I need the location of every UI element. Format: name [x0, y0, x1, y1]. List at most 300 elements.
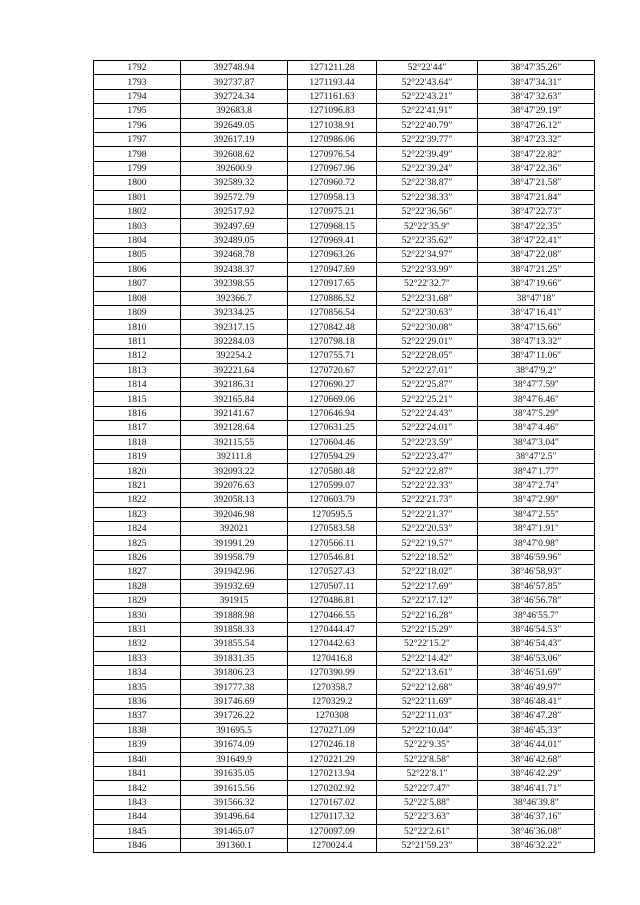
longitude-cell: 38°47′15.66″	[478, 320, 595, 334]
table-row	[94, 795, 595, 809]
table-row	[94, 219, 595, 233]
point-number-cell: 1810	[94, 320, 181, 334]
longitude-cell: 38°47′26.12″	[478, 118, 595, 132]
table-row	[94, 522, 595, 536]
point-number-cell: 1840	[94, 752, 181, 766]
y-coordinate-cell: 1270856.54	[288, 305, 377, 319]
table-row	[94, 493, 595, 507]
x-coordinate-cell: 392517.92	[181, 205, 288, 219]
longitude-cell: 38°47′9.2″	[478, 363, 595, 377]
point-number-cell: 1843	[94, 795, 181, 809]
y-coordinate-cell: 1270246.18	[288, 738, 377, 752]
point-number-cell: 1828	[94, 579, 181, 593]
longitude-cell: 38°46′54.43″	[478, 637, 595, 651]
longitude-cell: 38°46′45.33″	[478, 723, 595, 737]
x-coordinate-cell: 392398.55	[181, 277, 288, 291]
y-coordinate-cell: 1271193.44	[288, 75, 377, 89]
latitude-cell: 52°22′19.57″	[377, 536, 478, 550]
y-coordinate-cell: 1270097.09	[288, 824, 377, 838]
x-coordinate-cell: 391635.05	[181, 766, 288, 780]
table-row	[94, 233, 595, 247]
x-coordinate-cell: 392165.84	[181, 392, 288, 406]
table-row	[94, 608, 595, 622]
y-coordinate-cell: 1270527.43	[288, 565, 377, 579]
longitude-cell: 38°46′56.78″	[478, 594, 595, 608]
point-number-cell: 1792	[94, 61, 181, 75]
longitude-cell: 38°47′21.84″	[478, 190, 595, 204]
y-coordinate-cell: 1270976.54	[288, 147, 377, 161]
table-row	[94, 594, 595, 608]
point-number-cell: 1830	[94, 608, 181, 622]
y-coordinate-cell: 1270604.46	[288, 435, 377, 449]
longitude-cell: 38°46′36.08″	[478, 824, 595, 838]
longitude-cell: 38°47′22.08″	[478, 248, 595, 262]
table-row	[94, 579, 595, 593]
latitude-cell: 52°22′16.28″	[377, 608, 478, 622]
table-row	[94, 277, 595, 291]
point-number-cell: 1844	[94, 810, 181, 824]
latitude-cell: 52°22′39.77″	[377, 133, 478, 147]
y-coordinate-cell: 1270969.41	[288, 233, 377, 247]
x-coordinate-cell: 392608.62	[181, 147, 288, 161]
table-row	[94, 377, 595, 391]
y-coordinate-cell: 1270631.25	[288, 421, 377, 435]
longitude-cell: 38°46′51.69″	[478, 666, 595, 680]
point-number-cell: 1800	[94, 176, 181, 190]
table-row	[94, 205, 595, 219]
x-coordinate-cell: 391465.07	[181, 824, 288, 838]
y-coordinate-cell: 1270486.81	[288, 594, 377, 608]
x-coordinate-cell: 391746.69	[181, 694, 288, 708]
point-number-cell: 1824	[94, 522, 181, 536]
table-row	[94, 694, 595, 708]
point-number-cell: 1808	[94, 291, 181, 305]
y-coordinate-cell: 1270720.67	[288, 363, 377, 377]
table-row	[94, 507, 595, 521]
longitude-cell: 38°46′58.93″	[478, 565, 595, 579]
longitude-cell: 38°47′18″	[478, 291, 595, 305]
table-row	[94, 104, 595, 118]
table-row	[94, 435, 595, 449]
point-number-cell: 1829	[94, 594, 181, 608]
latitude-cell: 52°22′14.42″	[377, 651, 478, 665]
point-number-cell: 1827	[94, 565, 181, 579]
latitude-cell: 52°22′11.69″	[377, 694, 478, 708]
latitude-cell: 52°22′17.69″	[377, 579, 478, 593]
latitude-cell: 52°22′41.91″	[377, 104, 478, 118]
latitude-cell: 52°22′18.02″	[377, 565, 478, 579]
latitude-cell: 52°22′22.87″	[377, 464, 478, 478]
table-row	[94, 478, 595, 492]
x-coordinate-cell: 391615.56	[181, 781, 288, 795]
longitude-cell: 38°47′21.25″	[478, 262, 595, 276]
latitude-cell: 52°22′8.1″	[377, 766, 478, 780]
x-coordinate-cell: 391649.9	[181, 752, 288, 766]
x-coordinate-cell: 391496.64	[181, 810, 288, 824]
table-row	[94, 838, 595, 852]
latitude-cell: 52°22′21.37″	[377, 507, 478, 521]
x-coordinate-cell: 391726.22	[181, 709, 288, 723]
table-row	[94, 723, 595, 737]
point-number-cell: 1798	[94, 147, 181, 161]
longitude-cell: 38°47′11.06″	[478, 349, 595, 363]
point-number-cell: 1826	[94, 550, 181, 564]
point-number-cell: 1846	[94, 838, 181, 852]
longitude-cell: 38°47′4.46″	[478, 421, 595, 435]
latitude-cell: 52°22′30.08″	[377, 320, 478, 334]
x-coordinate-cell: 392186.31	[181, 377, 288, 391]
table-row	[94, 305, 595, 319]
x-coordinate-cell: 392254.2	[181, 349, 288, 363]
y-coordinate-cell: 1270842.48	[288, 320, 377, 334]
latitude-cell: 52°22′30.63″	[377, 305, 478, 319]
table-row	[94, 824, 595, 838]
y-coordinate-cell: 1270967.96	[288, 161, 377, 175]
x-coordinate-cell: 391958.79	[181, 550, 288, 564]
y-coordinate-cell: 1270580.48	[288, 464, 377, 478]
latitude-cell: 52°22′25.87″	[377, 377, 478, 391]
y-coordinate-cell: 1270271.09	[288, 723, 377, 737]
y-coordinate-cell: 1270024.4	[288, 838, 377, 852]
y-coordinate-cell: 1270958.13	[288, 190, 377, 204]
x-coordinate-cell: 392649.05	[181, 118, 288, 132]
latitude-cell: 52°22′43.64″	[377, 75, 478, 89]
latitude-cell: 52°22′24.43″	[377, 406, 478, 420]
y-coordinate-cell: 1270202.92	[288, 781, 377, 795]
latitude-cell: 52°22′20.53″	[377, 522, 478, 536]
longitude-cell: 38°46′57.85″	[478, 579, 595, 593]
latitude-cell: 52°22′28.05″	[377, 349, 478, 363]
y-coordinate-cell: 1270886.52	[288, 291, 377, 305]
table-row	[94, 61, 595, 75]
y-coordinate-cell: 1271161.63	[288, 89, 377, 103]
longitude-cell: 38°46′37.16″	[478, 810, 595, 824]
table-row	[94, 147, 595, 161]
point-number-cell: 1809	[94, 305, 181, 319]
longitude-cell: 38°47′22.73″	[478, 205, 595, 219]
x-coordinate-cell: 392115.55	[181, 435, 288, 449]
table-row	[94, 637, 595, 651]
y-coordinate-cell: 1270546.81	[288, 550, 377, 564]
x-coordinate-cell: 392111.8	[181, 449, 288, 463]
longitude-cell: 38°46′44.01″	[478, 738, 595, 752]
x-coordinate-cell: 392468.78	[181, 248, 288, 262]
latitude-cell: 52°22′23.59″	[377, 435, 478, 449]
point-number-cell: 1816	[94, 406, 181, 420]
table-row	[94, 118, 595, 132]
table-row	[94, 334, 595, 348]
x-coordinate-cell: 392221.64	[181, 363, 288, 377]
longitude-cell: 38°47′34.31″	[478, 75, 595, 89]
x-coordinate-cell: 392438.37	[181, 262, 288, 276]
point-number-cell: 1839	[94, 738, 181, 752]
longitude-cell: 38°47′19.66″	[478, 277, 595, 291]
longitude-cell: 38°46′47.28″	[478, 709, 595, 723]
latitude-cell: 52°22′8.58″	[377, 752, 478, 766]
point-number-cell: 1803	[94, 219, 181, 233]
longitude-cell: 38°47′5.29″	[478, 406, 595, 420]
y-coordinate-cell: 1270968.15	[288, 219, 377, 233]
table-row	[94, 536, 595, 550]
longitude-cell: 38°47′2.5″	[478, 449, 595, 463]
y-coordinate-cell: 1270669.06	[288, 392, 377, 406]
y-coordinate-cell: 1270583.58	[288, 522, 377, 536]
x-coordinate-cell: 392724.34	[181, 89, 288, 103]
x-coordinate-cell: 392572.79	[181, 190, 288, 204]
table-row	[94, 363, 595, 377]
table-row	[94, 161, 595, 175]
table-row	[94, 449, 595, 463]
x-coordinate-cell: 391360.1	[181, 838, 288, 852]
point-number-cell: 1818	[94, 435, 181, 449]
y-coordinate-cell: 1270960.72	[288, 176, 377, 190]
x-coordinate-cell: 392021	[181, 522, 288, 536]
latitude-cell: 52°22′3.63″	[377, 810, 478, 824]
point-number-cell: 1825	[94, 536, 181, 550]
longitude-cell: 38°46′39.8″	[478, 795, 595, 809]
point-number-cell: 1838	[94, 723, 181, 737]
latitude-cell: 52°22′35.9″	[377, 219, 478, 233]
point-number-cell: 1805	[94, 248, 181, 262]
y-coordinate-cell: 1271096.83	[288, 104, 377, 118]
latitude-cell: 52°22′18.52″	[377, 550, 478, 564]
y-coordinate-cell: 1270416.8	[288, 651, 377, 665]
latitude-cell: 52°22′36.56″	[377, 205, 478, 219]
longitude-cell: 38°47′3.04″	[478, 435, 595, 449]
y-coordinate-cell: 1270566.11	[288, 536, 377, 550]
latitude-cell: 52°22′27.01″	[377, 363, 478, 377]
latitude-cell: 52°22′23.47″	[377, 449, 478, 463]
y-coordinate-cell: 1270595.5	[288, 507, 377, 521]
x-coordinate-cell: 391777.38	[181, 680, 288, 694]
longitude-cell: 38°46′48.41″	[478, 694, 595, 708]
x-coordinate-cell: 391806.23	[181, 666, 288, 680]
table-row	[94, 622, 595, 636]
x-coordinate-cell: 391858.33	[181, 622, 288, 636]
point-number-cell: 1811	[94, 334, 181, 348]
y-coordinate-cell: 1270986.06	[288, 133, 377, 147]
latitude-cell: 52°22′31.68″	[377, 291, 478, 305]
latitude-cell: 52°22′24.01″	[377, 421, 478, 435]
table-row	[94, 680, 595, 694]
y-coordinate-cell: 1270466.55	[288, 608, 377, 622]
table-row	[94, 421, 595, 435]
point-number-cell: 1794	[94, 89, 181, 103]
y-coordinate-cell: 1270798.18	[288, 334, 377, 348]
y-coordinate-cell: 1270167.02	[288, 795, 377, 809]
point-number-cell: 1833	[94, 651, 181, 665]
latitude-cell: 52°22′5.88″	[377, 795, 478, 809]
latitude-cell: 52°22′25.21″	[377, 392, 478, 406]
x-coordinate-cell: 391888.98	[181, 608, 288, 622]
latitude-cell: 52°22′9.35″	[377, 738, 478, 752]
y-coordinate-cell: 1270646.94	[288, 406, 377, 420]
latitude-cell: 52°22′38.87″	[377, 176, 478, 190]
x-coordinate-cell: 391991.29	[181, 536, 288, 550]
longitude-cell: 38°47′16.41″	[478, 305, 595, 319]
longitude-cell: 38°46′41.71″	[478, 781, 595, 795]
x-coordinate-cell: 392317.15	[181, 320, 288, 334]
latitude-cell: 52°22′11.03″	[377, 709, 478, 723]
point-number-cell: 1813	[94, 363, 181, 377]
point-number-cell: 1807	[94, 277, 181, 291]
y-coordinate-cell: 1270308	[288, 709, 377, 723]
latitude-cell: 52°22′44″	[377, 61, 478, 75]
x-coordinate-cell: 391566.32	[181, 795, 288, 809]
y-coordinate-cell: 1270329.2	[288, 694, 377, 708]
table-row	[94, 406, 595, 420]
longitude-cell: 38°47′22.82″	[478, 147, 595, 161]
x-coordinate-cell: 391932.69	[181, 579, 288, 593]
x-coordinate-cell: 392600.9	[181, 161, 288, 175]
x-coordinate-cell: 392128.64	[181, 421, 288, 435]
point-number-cell: 1814	[94, 377, 181, 391]
table-row	[94, 248, 595, 262]
x-coordinate-cell: 392046.98	[181, 507, 288, 521]
latitude-cell: 52°21′59.23″	[377, 838, 478, 852]
table-row	[94, 781, 595, 795]
point-number-cell: 1822	[94, 493, 181, 507]
point-number-cell: 1817	[94, 421, 181, 435]
x-coordinate-cell: 392284.03	[181, 334, 288, 348]
x-coordinate-cell: 392334.25	[181, 305, 288, 319]
point-number-cell: 1802	[94, 205, 181, 219]
latitude-cell: 52°22′39.49″	[377, 147, 478, 161]
point-number-cell: 1832	[94, 637, 181, 651]
latitude-cell: 52°22′10.04″	[377, 723, 478, 737]
latitude-cell: 52°22′38.33″	[377, 190, 478, 204]
y-coordinate-cell: 1270947.69	[288, 262, 377, 276]
point-number-cell: 1845	[94, 824, 181, 838]
point-number-cell: 1806	[94, 262, 181, 276]
latitude-cell: 52°22′43.21″	[377, 89, 478, 103]
longitude-cell: 38°47′1.77″	[478, 464, 595, 478]
latitude-cell: 52°22′32.7″	[377, 277, 478, 291]
latitude-cell: 52°22′34.97″	[377, 248, 478, 262]
latitude-cell: 52°22′2.61″	[377, 824, 478, 838]
y-coordinate-cell: 1270390.99	[288, 666, 377, 680]
longitude-cell: 38°47′22.35″	[478, 219, 595, 233]
point-number-cell: 1836	[94, 694, 181, 708]
longitude-cell: 38°46′55.7″	[478, 608, 595, 622]
table-row	[94, 291, 595, 305]
longitude-cell: 38°46′42.68″	[478, 752, 595, 766]
point-number-cell: 1801	[94, 190, 181, 204]
point-number-cell: 1793	[94, 75, 181, 89]
point-number-cell: 1837	[94, 709, 181, 723]
point-number-cell: 1795	[94, 104, 181, 118]
x-coordinate-cell: 392589.32	[181, 176, 288, 190]
y-coordinate-cell: 1270755.71	[288, 349, 377, 363]
latitude-cell: 52°22′15.2″	[377, 637, 478, 651]
y-coordinate-cell: 1270444.47	[288, 622, 377, 636]
y-coordinate-cell: 1271038.91	[288, 118, 377, 132]
x-coordinate-cell: 392141.67	[181, 406, 288, 420]
longitude-cell: 38°46′54.53″	[478, 622, 595, 636]
y-coordinate-cell: 1270117.32	[288, 810, 377, 824]
point-number-cell: 1835	[94, 680, 181, 694]
table-row	[94, 666, 595, 680]
latitude-cell: 52°22′29.01″	[377, 334, 478, 348]
y-coordinate-cell: 1270442.63	[288, 637, 377, 651]
longitude-cell: 38°46′42.29″	[478, 766, 595, 780]
latitude-cell: 52°22′13.61″	[377, 666, 478, 680]
latitude-cell: 52°22′12.68″	[377, 680, 478, 694]
latitude-cell: 52°22′22.33″	[377, 478, 478, 492]
latitude-cell: 52°22′15.29″	[377, 622, 478, 636]
longitude-cell: 38°47′21.58″	[478, 176, 595, 190]
longitude-cell: 38°47′7.59″	[478, 377, 595, 391]
table-row	[94, 349, 595, 363]
longitude-cell: 38°47′35.26″	[478, 61, 595, 75]
x-coordinate-cell: 392683.8	[181, 104, 288, 118]
point-number-cell: 1804	[94, 233, 181, 247]
table-row	[94, 752, 595, 766]
x-coordinate-cell: 392076.63	[181, 478, 288, 492]
coordinates-table	[93, 60, 595, 853]
x-coordinate-cell: 391674.09	[181, 738, 288, 752]
longitude-cell: 38°47′0.98″	[478, 536, 595, 550]
x-coordinate-cell: 392489.05	[181, 233, 288, 247]
y-coordinate-cell: 1270213.94	[288, 766, 377, 780]
point-number-cell: 1821	[94, 478, 181, 492]
x-coordinate-cell: 391915	[181, 594, 288, 608]
point-number-cell: 1797	[94, 133, 181, 147]
longitude-cell: 38°47′13.32″	[478, 334, 595, 348]
longitude-cell: 38°46′49.97″	[478, 680, 595, 694]
table-row	[94, 320, 595, 334]
table-row	[94, 738, 595, 752]
table-row	[94, 262, 595, 276]
latitude-cell: 52°22′17.12″	[377, 594, 478, 608]
coordinates-table-body	[94, 61, 595, 853]
longitude-cell: 38°47′22.41″	[478, 233, 595, 247]
y-coordinate-cell: 1270221.29	[288, 752, 377, 766]
longitude-cell: 38°47′23.32″	[478, 133, 595, 147]
y-coordinate-cell: 1270975.21	[288, 205, 377, 219]
x-coordinate-cell: 392737.87	[181, 75, 288, 89]
latitude-cell: 52°22′7.47″	[377, 781, 478, 795]
x-coordinate-cell: 392366.7	[181, 291, 288, 305]
table-row	[94, 565, 595, 579]
y-coordinate-cell: 1270599.07	[288, 478, 377, 492]
y-coordinate-cell: 1271211.28	[288, 61, 377, 75]
latitude-cell: 52°22′39.24″	[377, 161, 478, 175]
x-coordinate-cell: 392497.69	[181, 219, 288, 233]
latitude-cell: 52°22′21.73″	[377, 493, 478, 507]
point-number-cell: 1819	[94, 449, 181, 463]
table-row	[94, 709, 595, 723]
longitude-cell: 38°46′32.22″	[478, 838, 595, 852]
x-coordinate-cell: 392748.94	[181, 61, 288, 75]
longitude-cell: 38°47′2.74″	[478, 478, 595, 492]
y-coordinate-cell: 1270963.26	[288, 248, 377, 262]
x-coordinate-cell: 392617.19	[181, 133, 288, 147]
point-number-cell: 1834	[94, 666, 181, 680]
table-row	[94, 176, 595, 190]
point-number-cell: 1831	[94, 622, 181, 636]
point-number-cell: 1841	[94, 766, 181, 780]
point-number-cell: 1796	[94, 118, 181, 132]
point-number-cell: 1820	[94, 464, 181, 478]
longitude-cell: 38°46′53.06″	[478, 651, 595, 665]
longitude-cell: 38°47′1.91″	[478, 522, 595, 536]
point-number-cell: 1823	[94, 507, 181, 521]
y-coordinate-cell: 1270358.7	[288, 680, 377, 694]
point-number-cell: 1842	[94, 781, 181, 795]
table-row	[94, 89, 595, 103]
table-row	[94, 651, 595, 665]
